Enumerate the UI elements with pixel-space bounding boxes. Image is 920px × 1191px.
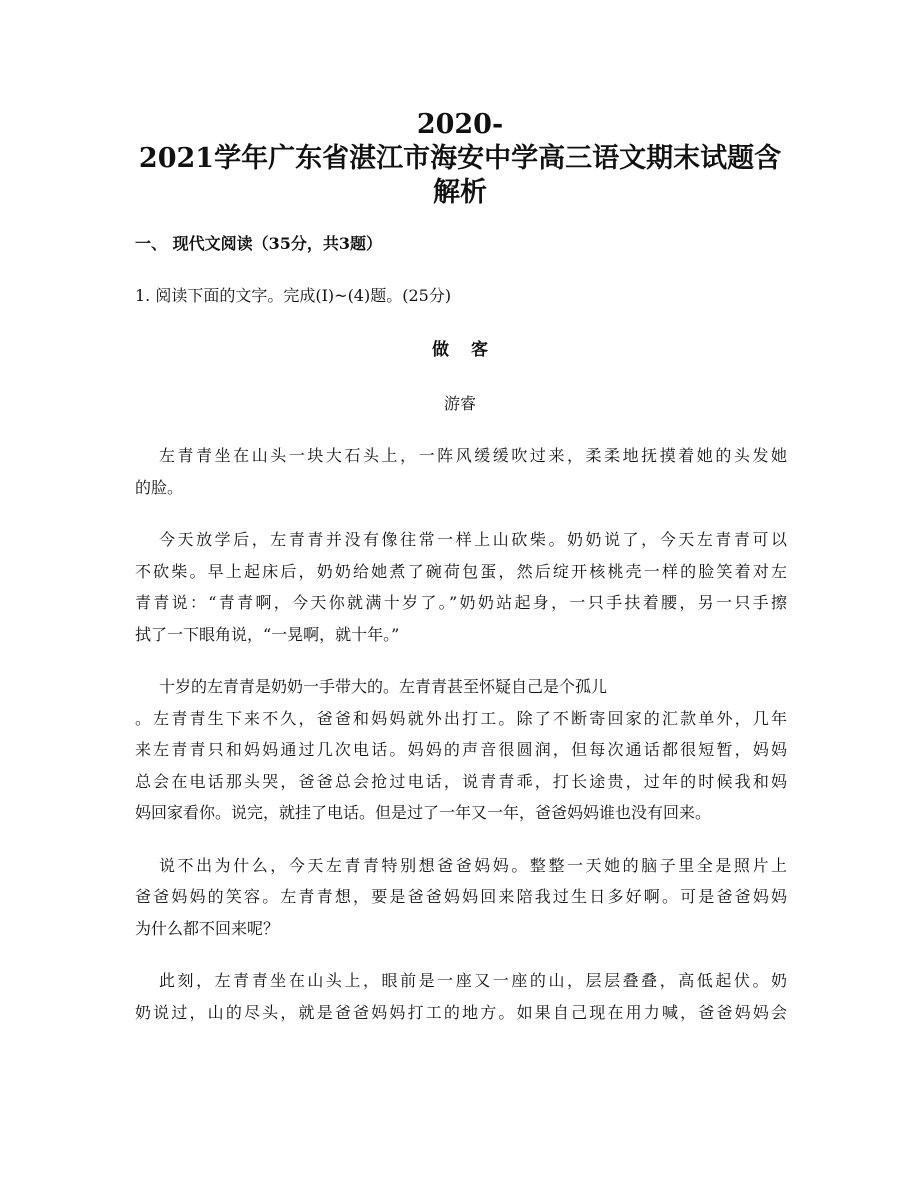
paragraph-line: 。左青青生下来不久，爸爸和妈妈就外出打工。除了不断寄回家的汇款单外，几年 [135,708,787,728]
paragraph-line: 拭了一下眼角说，“一晃啊，就十年。” [135,624,400,644]
paragraph [135,440,787,503]
paragraph [135,524,787,650]
paragraph-line: 此刻，左青青坐在山头上，眼前是一座又一座的山，层层叠叠，高低起伏。奶 [159,971,787,990]
paragraph-line: 左青青坐在山头一块大石头上，一阵风缓缓吹过来，柔柔地抚摸着她的头发她 [159,446,787,465]
story-title: 做客 [432,340,510,360]
paragraph [135,671,787,829]
story-body [135,440,787,1049]
story-author: 游睿 [443,394,476,413]
paragraph-line: 不砍柴。早上起床后，奶奶给她煮了碗荷包蛋，然后绽开核桃壳一样的脸笑着对左 [135,561,787,581]
paragraph-line: 的脸。 [135,477,184,497]
paragraph-line: 妈回家看你。说完，就挂了电话。但是过了一年又一年，爸爸妈妈谁也没有回来。 [135,803,712,822]
paragraph-line: 来左青青只和妈妈通过几次电话。妈妈的声音很圆润，但每次通话都很短暂，妈妈 [135,740,787,759]
title-line: 2020- [416,109,504,140]
section-heading: 一、 现代文阅读（35分，共3题） [135,234,382,253]
paragraph [135,850,787,945]
paragraph-line: 青青说：“青青啊，今天你就满十岁了。”奶奶站起身，一只手扶着腰，另一只手擦 [135,593,787,612]
paragraph-line: 爸爸妈妈的笑容。左青青想，要是爸爸妈妈回来陪我过生日多好啊。可是爸爸妈妈 [135,887,787,906]
title-line: 2021学年广东省湛江市海安中学高三语文期末试题含 [138,143,782,174]
paragraph [135,965,787,1028]
paragraph-line: 十岁的左青青是奶奶一手带大的。左青青甚至怀疑自己是个孤儿 [159,677,608,696]
document-title [110,108,810,210]
paragraph-line: 奶说过，山的尽头，就是爸爸妈妈打工的地方。如果自己现在用力喊，爸爸妈妈会 [135,1002,787,1022]
paragraph-line: 今天放学后，左青青并没有像往常一样上山砍柴。奶奶说了，今天左青青可以 [159,530,787,549]
paragraph-line: 为什么都不回来呢？ [135,918,280,938]
paragraph-line: 说不出为什么，今天左青青特别想爸爸妈妈。整整一天她的脑子里全是照片上 [159,855,787,875]
paragraph-line: 总会在电话那头哭，爸爸总会抢过电话，说青青乖，打长途贵，过年的时候我和妈 [135,771,787,791]
question-prompt: 1. 阅读下面的文字。完成(I)~(4)题。(25分) [135,286,452,305]
title-line: 解析 [433,177,487,208]
